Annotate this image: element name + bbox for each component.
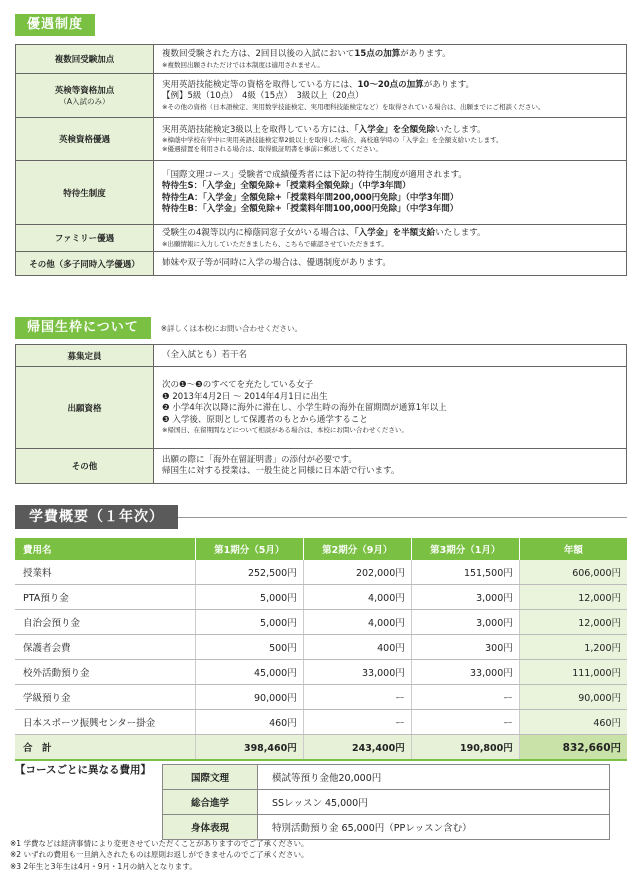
fees-row xyxy=(15,710,627,735)
preferential-line xyxy=(162,91,618,102)
course-fees-heading: 【コースごとに異なる費用】 xyxy=(15,764,151,776)
preferential-highlight: 特待生B：「入学金」全額免除+「授業料年間100,000円免除」（中学3年間） xyxy=(162,203,459,214)
course-fee-row xyxy=(163,790,610,815)
total-amount: 190,800円 xyxy=(411,735,519,761)
preferential-label: 英検等資格加点 （A入試のみ） xyxy=(16,74,154,118)
preferential-line xyxy=(162,193,618,204)
returnee-text: ❸ 入学後、原則として保護者のもとから通学すること xyxy=(162,414,368,425)
fee-name: 自治会預り金 xyxy=(15,610,195,635)
fee-amount: 3,000円 xyxy=(411,585,519,610)
preferential-row xyxy=(16,74,627,118)
returnee-line xyxy=(162,403,618,414)
preferential-label: 特待生制度 xyxy=(16,161,154,225)
fees-row xyxy=(15,585,627,610)
returnee-line xyxy=(162,350,618,361)
fees-header-row xyxy=(15,538,627,560)
returnee-label: 募集定員 xyxy=(16,345,154,367)
preferential-label: その他（多子同時入学優遇） xyxy=(16,252,154,276)
returnee-content xyxy=(154,345,627,367)
preferential-text: 「国際文理コース」受験者で成績優秀者には下記の特待生制度が適用されます。 xyxy=(162,169,467,180)
fee-name: 授業料 xyxy=(15,560,195,585)
fee-name: PTA預り金 xyxy=(15,585,195,610)
course-fee-row xyxy=(163,815,610,840)
preferential-text: 実用英語技能検定等の資格を取得している方には、 xyxy=(162,79,358,90)
returnee-text: ❶ 2013年4月2日 ～ 2014年4月1日に出生 xyxy=(162,391,328,402)
fees-row xyxy=(15,610,627,635)
preferential-text-end: いたします。 xyxy=(435,124,486,135)
fee-amount: 460円 xyxy=(519,710,627,735)
fee-amount: 400円 xyxy=(303,635,411,660)
preferential-content xyxy=(154,74,627,118)
preferential-highlight: 10～20点の加算 xyxy=(357,79,424,90)
total-amount: 243,400円 xyxy=(303,735,411,761)
fee-amount: ー xyxy=(303,685,411,710)
fees-row xyxy=(15,635,627,660)
fee-amount: 252,500円 xyxy=(195,560,303,585)
returnee-text: 帰国生に対する授業は、一般生徒と同様に日本語で行います。 xyxy=(162,466,400,476)
preferential-note: ※樟蔭中学校在学中に実用英語技能検定準2級以上を取得した場合、高校進学時の「入学金」を全額支給いたします。 xyxy=(162,136,503,145)
fees-row xyxy=(15,660,627,685)
preferential-text: 実用英語技能検定3級以上を取得している方には、 xyxy=(162,124,355,135)
preferential-text-end: があります。 xyxy=(423,79,475,90)
course-name: 総合進学 xyxy=(163,790,258,815)
footnote: ※2 いずれの費用も一旦納入されたものは原則お返しができませんのでご了承ください。 xyxy=(10,850,309,860)
fees-column-header: 費用名 xyxy=(15,538,195,560)
preferential-content xyxy=(154,161,627,225)
fees-table xyxy=(15,538,627,761)
preferential-note: ※優遇措置を利用される場合は、取得級証明書を事前に郵送してください。 xyxy=(162,144,382,153)
course-fee: 模試等預り金他20,000円 xyxy=(258,765,610,790)
footnotes xyxy=(10,838,308,872)
returnee-line xyxy=(162,380,618,391)
fee-amount: 202,000円 xyxy=(303,560,411,585)
preferential-line xyxy=(162,228,618,239)
returnee-heading xyxy=(15,316,627,340)
preferential-line xyxy=(162,258,618,269)
course-fee: 特別活動預り金 65,000円（PPレッスン含む） xyxy=(258,815,610,840)
course-name: 身体表現 xyxy=(163,815,258,840)
returnee-line xyxy=(162,392,618,403)
fee-amount: 3,000円 xyxy=(411,610,519,635)
fees-row xyxy=(15,560,627,585)
fee-amount: ー xyxy=(411,685,519,710)
preferential-line xyxy=(162,49,618,60)
fee-amount: 300円 xyxy=(411,635,519,660)
fee-amount: ー xyxy=(411,710,519,735)
fee-name: 日本スポーツ振興センター掛金 xyxy=(15,710,195,735)
preferential-text-end: いたします。 xyxy=(435,228,486,239)
total-amount: 398,460円 xyxy=(195,735,303,761)
fee-amount: 460円 xyxy=(195,710,303,735)
returnee-note: ※帰国日、在留期間などについて相談がある場合は、本校にお問い合わせください。 xyxy=(162,426,408,435)
fee-amount: 90,000円 xyxy=(519,685,627,710)
fee-amount: 12,000円 xyxy=(519,610,627,635)
footnote: ※1 学費などは経済事情により変更させていただくことがありますのでご了承ください。 xyxy=(10,839,309,848)
returnee-row xyxy=(16,345,627,367)
preferential-row xyxy=(16,161,627,225)
preferential-row xyxy=(16,118,627,161)
fee-amount: 33,000円 xyxy=(411,660,519,685)
returnee-label: その他 xyxy=(16,449,154,484)
fees-column-header: 第1期分（5月） xyxy=(195,538,303,560)
fee-amount: 151,500円 xyxy=(411,560,519,585)
preferential-text-end: があります。 xyxy=(400,49,451,60)
preferential-line xyxy=(162,125,618,136)
preferential-text: 受験生の4親等以内に樟蔭同窓子女がいる場合は、 xyxy=(162,228,355,239)
preferential-row xyxy=(16,45,627,74)
preferential-title: 優遇制度 xyxy=(15,14,95,36)
fee-amount: 4,000円 xyxy=(303,610,411,635)
course-fee: SSレッスン 45,000円 xyxy=(258,790,610,815)
fee-amount: 111,000円 xyxy=(519,660,627,685)
fees-column-header: 第2期分（9月） xyxy=(303,538,411,560)
returnee-line xyxy=(162,466,618,477)
returnee-row xyxy=(16,367,627,449)
preferential-note: ※その他の資格（日本語検定、実用数学技能検定、実用理科技能検定など）を取得されている場合は、出願までにご相談ください。 xyxy=(162,102,545,111)
preferential-label: ファミリー優遇 xyxy=(16,225,154,252)
returnee-table xyxy=(15,344,627,484)
returnee-row xyxy=(16,449,627,484)
fee-amount: 12,000円 xyxy=(519,585,627,610)
fee-amount: 33,000円 xyxy=(303,660,411,685)
preferential-content xyxy=(154,225,627,252)
fees-title: 学費概要（１年次） xyxy=(15,505,178,529)
preferential-label-sub: （A入試のみ） xyxy=(59,97,110,106)
returnee-label: 出願資格 xyxy=(16,367,154,449)
preferential-text: 【例】5級（10点） 4級（15点） 3級以上（20点） xyxy=(162,91,364,102)
fees-row xyxy=(15,685,627,710)
preferential-heading xyxy=(15,13,627,37)
preferential-content xyxy=(154,252,627,276)
returnee-text: 出願の際に「海外在留証明書」の添付が必要です。 xyxy=(162,454,357,465)
course-name: 国際文理 xyxy=(163,765,258,790)
returnee-note: ※詳しくは本校にお問い合わせください。 xyxy=(160,323,303,333)
total-label: 合 計 xyxy=(15,735,195,761)
preferential-note: ※出願情報に入力していただきましたら、こちらで確認させていただきます。 xyxy=(162,239,388,248)
preferential-content xyxy=(154,118,627,161)
returnee-line xyxy=(162,415,618,426)
fee-amount: 500円 xyxy=(195,635,303,660)
preferential-label: 英検資格優遇 xyxy=(16,118,154,161)
fee-amount: 45,000円 xyxy=(195,660,303,685)
preferential-highlight: 特待生A：「入学金」全額免除+「授業料年間200,000円免除」（中学3年間） xyxy=(162,192,459,203)
fees-heading-rule xyxy=(178,517,627,518)
course-fees-table xyxy=(162,764,610,840)
returnee-text: 次の❶～❸のすべてを充たしている女子 xyxy=(162,380,314,391)
returnee-title: 帰国生枠について xyxy=(15,317,151,339)
preferential-row xyxy=(16,225,627,252)
returnee-line xyxy=(162,455,618,466)
course-fee-row xyxy=(163,765,610,790)
preferential-table xyxy=(15,44,627,276)
preferential-line xyxy=(162,170,618,181)
preferential-line xyxy=(162,80,618,91)
total-amount: 832,660円 xyxy=(519,735,627,761)
preferential-note: ※複数回出願されただけでは本制度は適用されません。 xyxy=(162,60,324,69)
preferential-content xyxy=(154,45,627,74)
fee-amount: 1,200円 xyxy=(519,635,627,660)
preferential-highlight: 「入学金」を全額免除 xyxy=(354,124,436,135)
preferential-line xyxy=(162,204,618,215)
fee-name: 校外活動預り金 xyxy=(15,660,195,685)
fees-total-row xyxy=(15,735,627,761)
fees-column-header: 第3期分（1月） xyxy=(411,538,519,560)
preferential-line xyxy=(162,181,618,192)
footnote: ※3 2年生と3年生は4月・9月・1月の納入となります。 xyxy=(10,861,197,871)
preferential-highlight: 特待生S：「入学金」全額免除+「授業料全額免除」（中学3年間） xyxy=(162,181,411,192)
fees-heading xyxy=(15,505,627,529)
preferential-label: 複数回受験加点 xyxy=(16,45,154,74)
fee-amount: 5,000円 xyxy=(195,610,303,635)
fees-column-header: 年額 xyxy=(519,538,627,560)
returnee-text: （全入試とも）若干名 xyxy=(162,349,248,360)
returnee-text: ❷ 小学4年次以降に海外に滞在し、小学生時の海外在留期間が通算1年以上 xyxy=(162,403,447,414)
fee-amount: 4,000円 xyxy=(303,585,411,610)
preferential-highlight: 「入学金」を半額支給 xyxy=(354,228,436,239)
returnee-content xyxy=(154,367,627,449)
preferential-text: 姉妹や双子等が同時に入学の場合は、優遇制度があります。 xyxy=(162,257,391,268)
preferential-text: 複数回受験された方は、2回目以後の入試において xyxy=(162,49,355,60)
fee-amount: 5,000円 xyxy=(195,585,303,610)
preferential-highlight: 15点の加算 xyxy=(354,49,401,60)
fee-amount: 90,000円 xyxy=(195,685,303,710)
fee-name: 保護者会費 xyxy=(15,635,195,660)
fee-name: 学級預り金 xyxy=(15,685,195,710)
returnee-content xyxy=(154,449,627,484)
fee-amount: 606,000円 xyxy=(519,560,627,585)
fee-amount: ー xyxy=(303,710,411,735)
preferential-row xyxy=(16,252,627,276)
